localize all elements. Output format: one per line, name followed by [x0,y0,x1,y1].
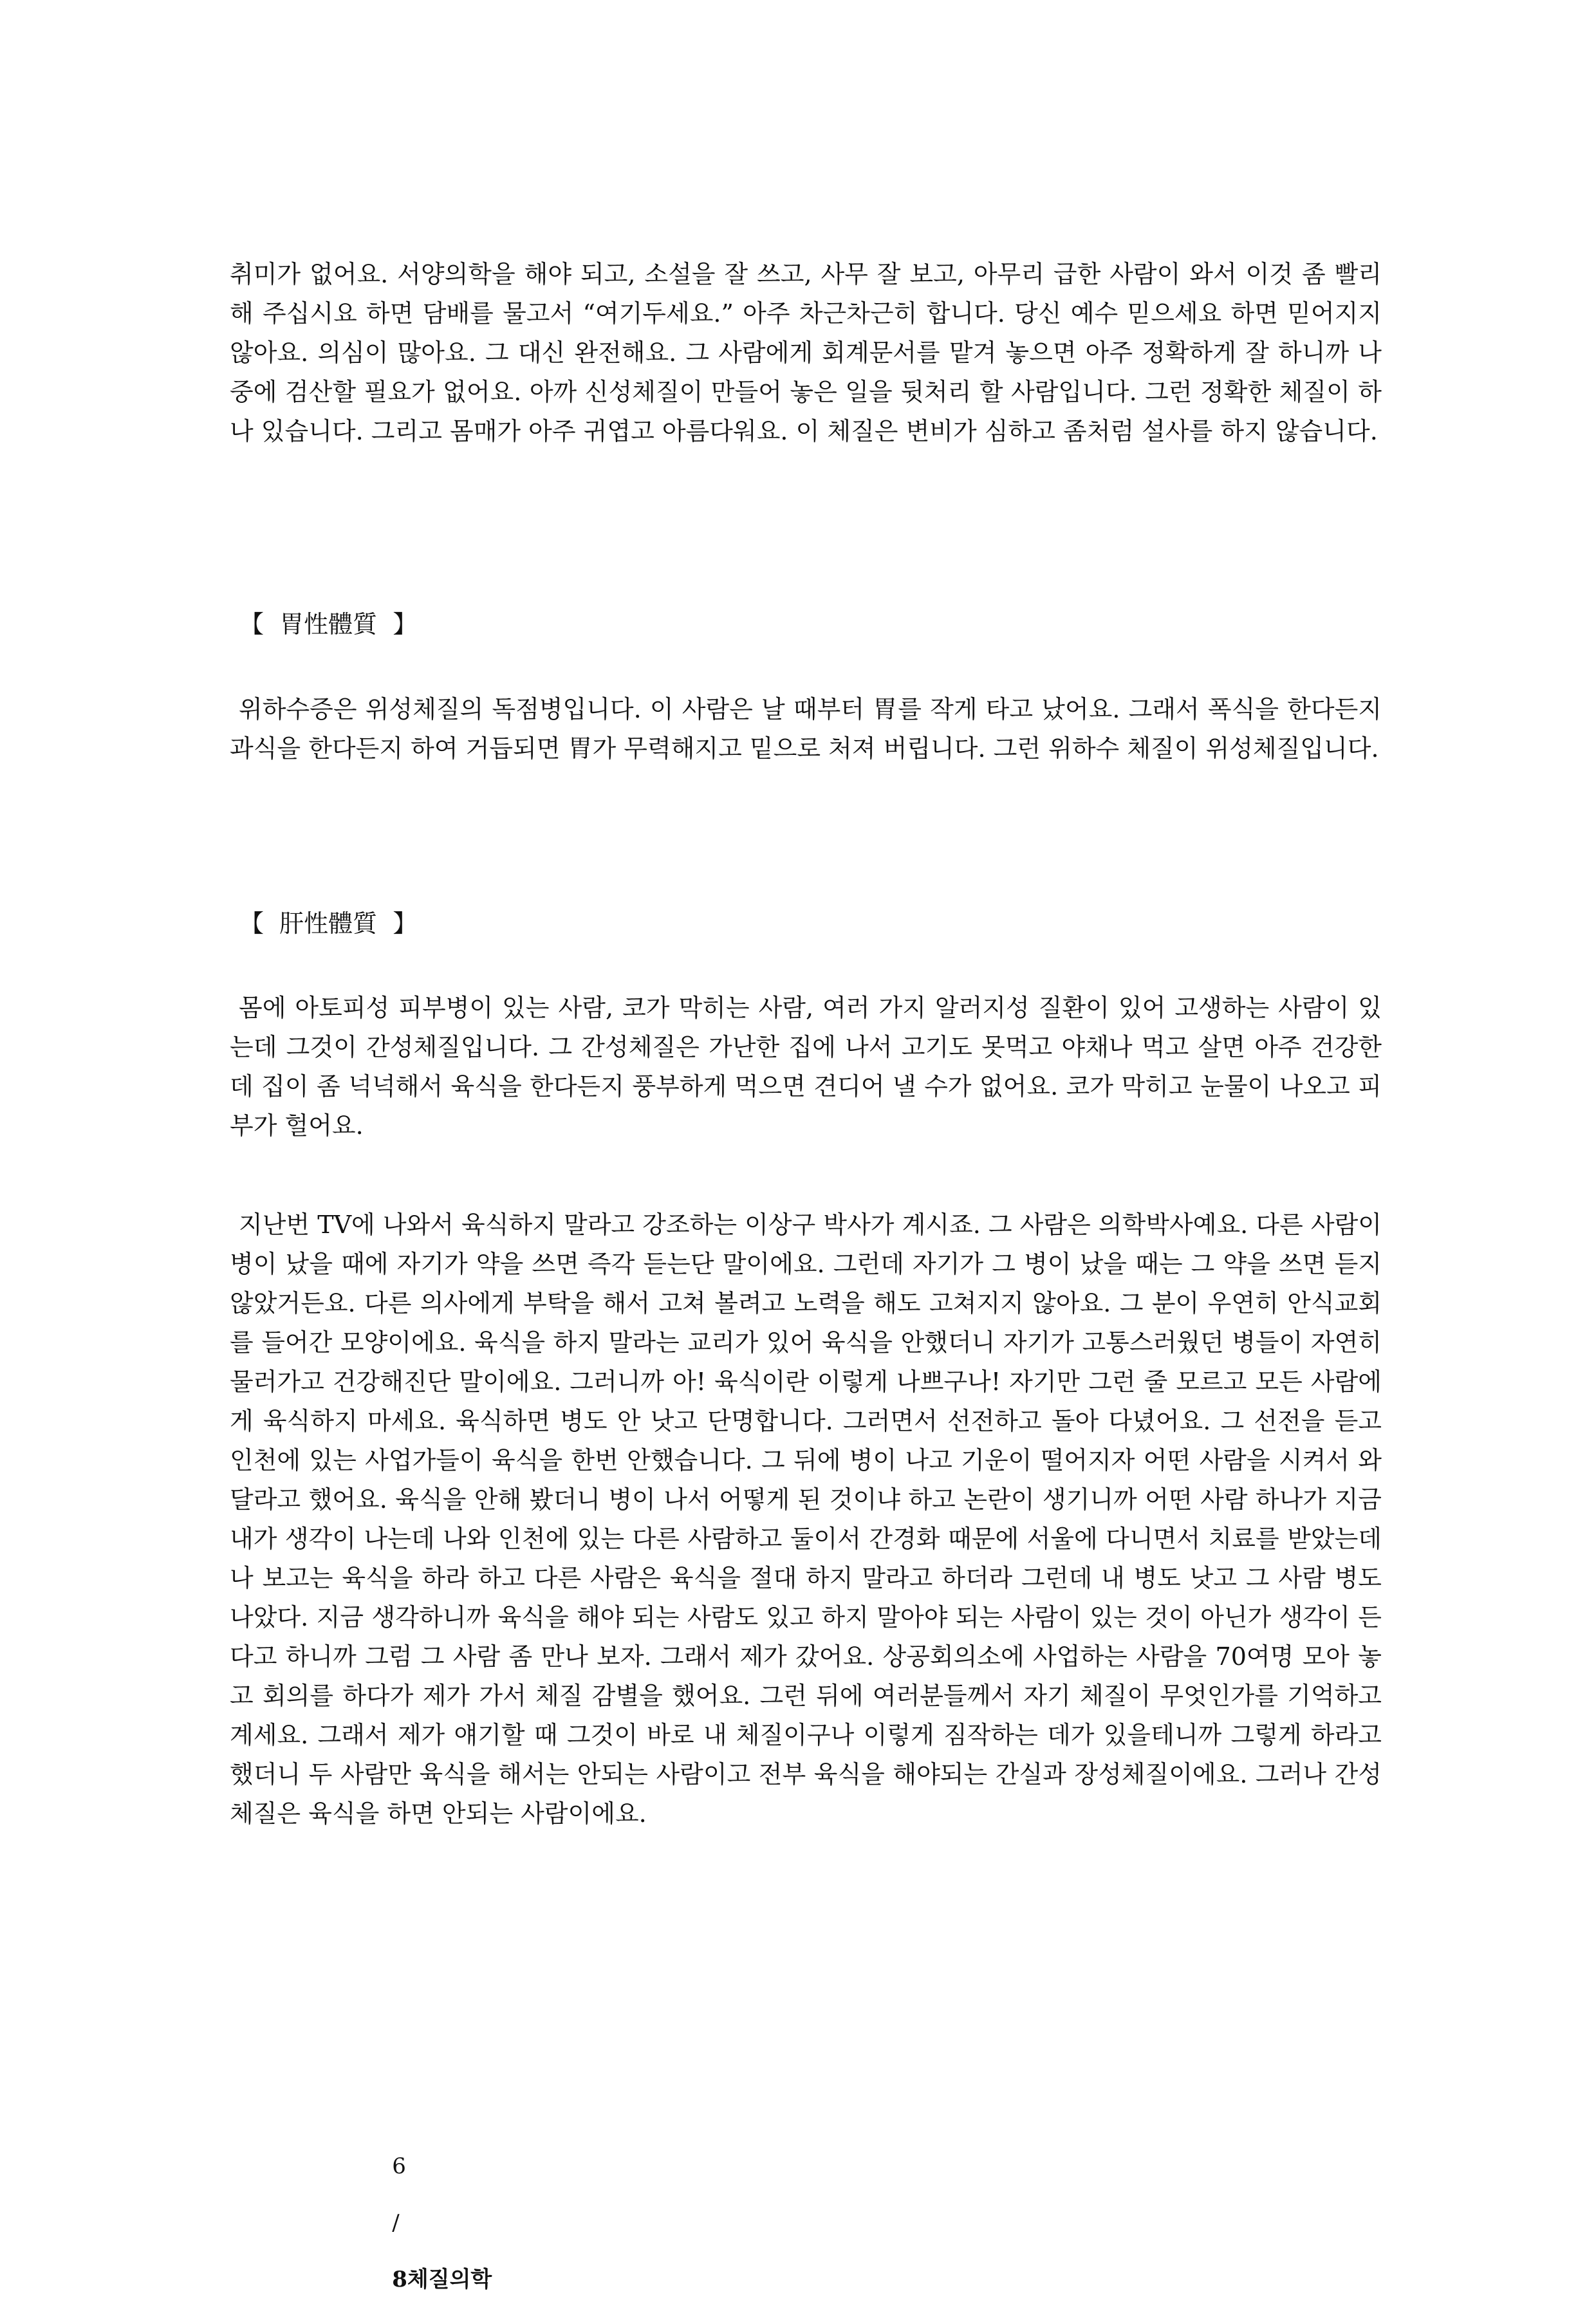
paragraph-metal-constitution [230,255,1382,451]
paragraph-text: 취미가 없어요. 서양의학을 해야 되고, 소설을 잘 쓰고, 사무 잘 보고, 아무리 급한 사람이 와서 이것 좀 빨리 해 주십시요 하면 담배를 물고서 “여기두세요.” 아주 차근차근히 합니다. 당신 예수 믿으세요 하면 믿어지지 않아요. 의심이 많아요. 그 대신 완전해요. 그 사람에게 회계문서를 맡겨 놓으면 아주 정확하게 잘 하니까 나중에 검산할 필요가 없어요. 아까 신성체질이 만들어 놓은 일을 뒷처리 할 사람입니다. 그런 정확한 체질이 하나 있습니다. 그리고 몸매가 아주 귀엽고 아름다워요. 이 체질은 변비가 심하고 좀처럼 설사를 하지 않습니다. [230,260,1382,445]
paragraph-text: 위하수증은 위성체질의 독점병입니다. 이 사람은 날 때부터 胃를 작게 타고 났어요. 그래서 폭식을 한다든지 과식을 한다든지 하여 거듭되면 胃가 무력해지고 밑으로 처져 버립니다. 그런 위하수 체질이 위성체질입니다. [230,695,1382,763]
page-footer [364,2124,492,2322]
paragraph-liver-constitution [230,989,1382,1146]
section-heading-liver-constitution: 【 肝性體質 】 [239,909,418,938]
paragraph-meat-anecdote [230,1205,1382,1834]
section-heading-stomach-constitution: 【 胃性體質 】 [239,610,418,638]
paragraph-text: 지난번 TV에 나와서 육식하지 말라고 강조하는 이상구 박사가 계시죠. 그 사람은 의학박사예요. 다른 사람이 병이 났을 때에 자기가 약을 쓰면 즉각 듣는단 말이에요. 그런데 자기가 그 병이 났을 때는 그 약을 쓰면 듣지 않았거든요. 다른 의사에게 부탁을 해서 고쳐 볼려고 노력을 해도 고쳐지지 않아요. 그 분이 우연히 안식교회를 들어간 모양이에요. 육식을 하지 말라는 교리가 있어 육식을 안했더니 자기가 고통스러웠던 병들이 자연히 물러가고 건강해진단 말이에요. 그러니까 아! 육식이란 이렇게 나쁘구나! 자기만 그런 줄 모르고 모든 사람에게 육식하지 마세요. 육식하면 병도 안 낫고 단명합니다. 그러면서 선전하고 돌아 다녔어요. 그 선전을 듣고 인천에 있는 사업가들이 육식을 한번 안했습니다. 그 뒤에 병이 나고 기운이 떨어지자 어떤 사람을 시켜서 와 달라고 했어요. 육식을 안해 봤더니 병이 나서 어떻게 된 것이냐 하고 논란이 생기니까 어떤 사람 하나가 지금 내가 생각이 나는데 나와 인천에 있는 다른 사람하고 둘이서 간경화 때문에 서울에 다니면서 치료를 받았는데 나 보고는 육식을 하라 하고 다른 사람은 육식을 절대 하지 말라고 하더라 그런데 내 병도 낫고 그 사람 병도 나았다. 지금 생각하니까 육식을 해야 되는 사람도 있고 하지 말아야 되는 사람이 있는 것이 아닌가 생각이 든다고 하니까 그럼 그 사람 좀 만나 보자. 그래서 제가 갔어요. 상공회의소에 사업하는 사람을 70여명 모아 놓고 회의를 하다가 제가 가서 체질 감별을 했어요. 그런 뒤에 여러분들께서 자기 체질이 무엇인가를 기억하고 계세요. 그래서 제가 얘기할 때 그것이 바로 내 체질이구나 이렇게 짐작하는 데가 있을테니까 그렇게 하라고 했더니 두 사람만 육식을 해서는 안되는 사람이고 전부 육식을 해야되는 간실과 장성체질이에요. 그러나 간성체질은 육식을 하면 안되는 사람이에요. [230,1211,1382,1828]
paragraph-text: 몸에 아토피성 피부병이 있는 사람, 코가 막히는 사람, 여러 가지 알러지성 질환이 있어 고생하는 사람이 있는데 그것이 간성체질입니다. 그 간성체질은 가난한 집에 나서 고기도 못먹고 야채나 먹고 살면 아주 건강한데 집이 좀 넉넉해서 육식을 한다든지 풍부하게 먹으면 견디어 낼 수가 없어요. 코가 막히고 눈물이 나오고 피부가 헐어요. [230,994,1382,1140]
page-number: 6 [392,2153,406,2179]
book-title: 8체질의학 [392,2267,492,2292]
footer-separator: / [392,2210,400,2236]
paragraph-stomach-constitution [230,690,1382,768]
